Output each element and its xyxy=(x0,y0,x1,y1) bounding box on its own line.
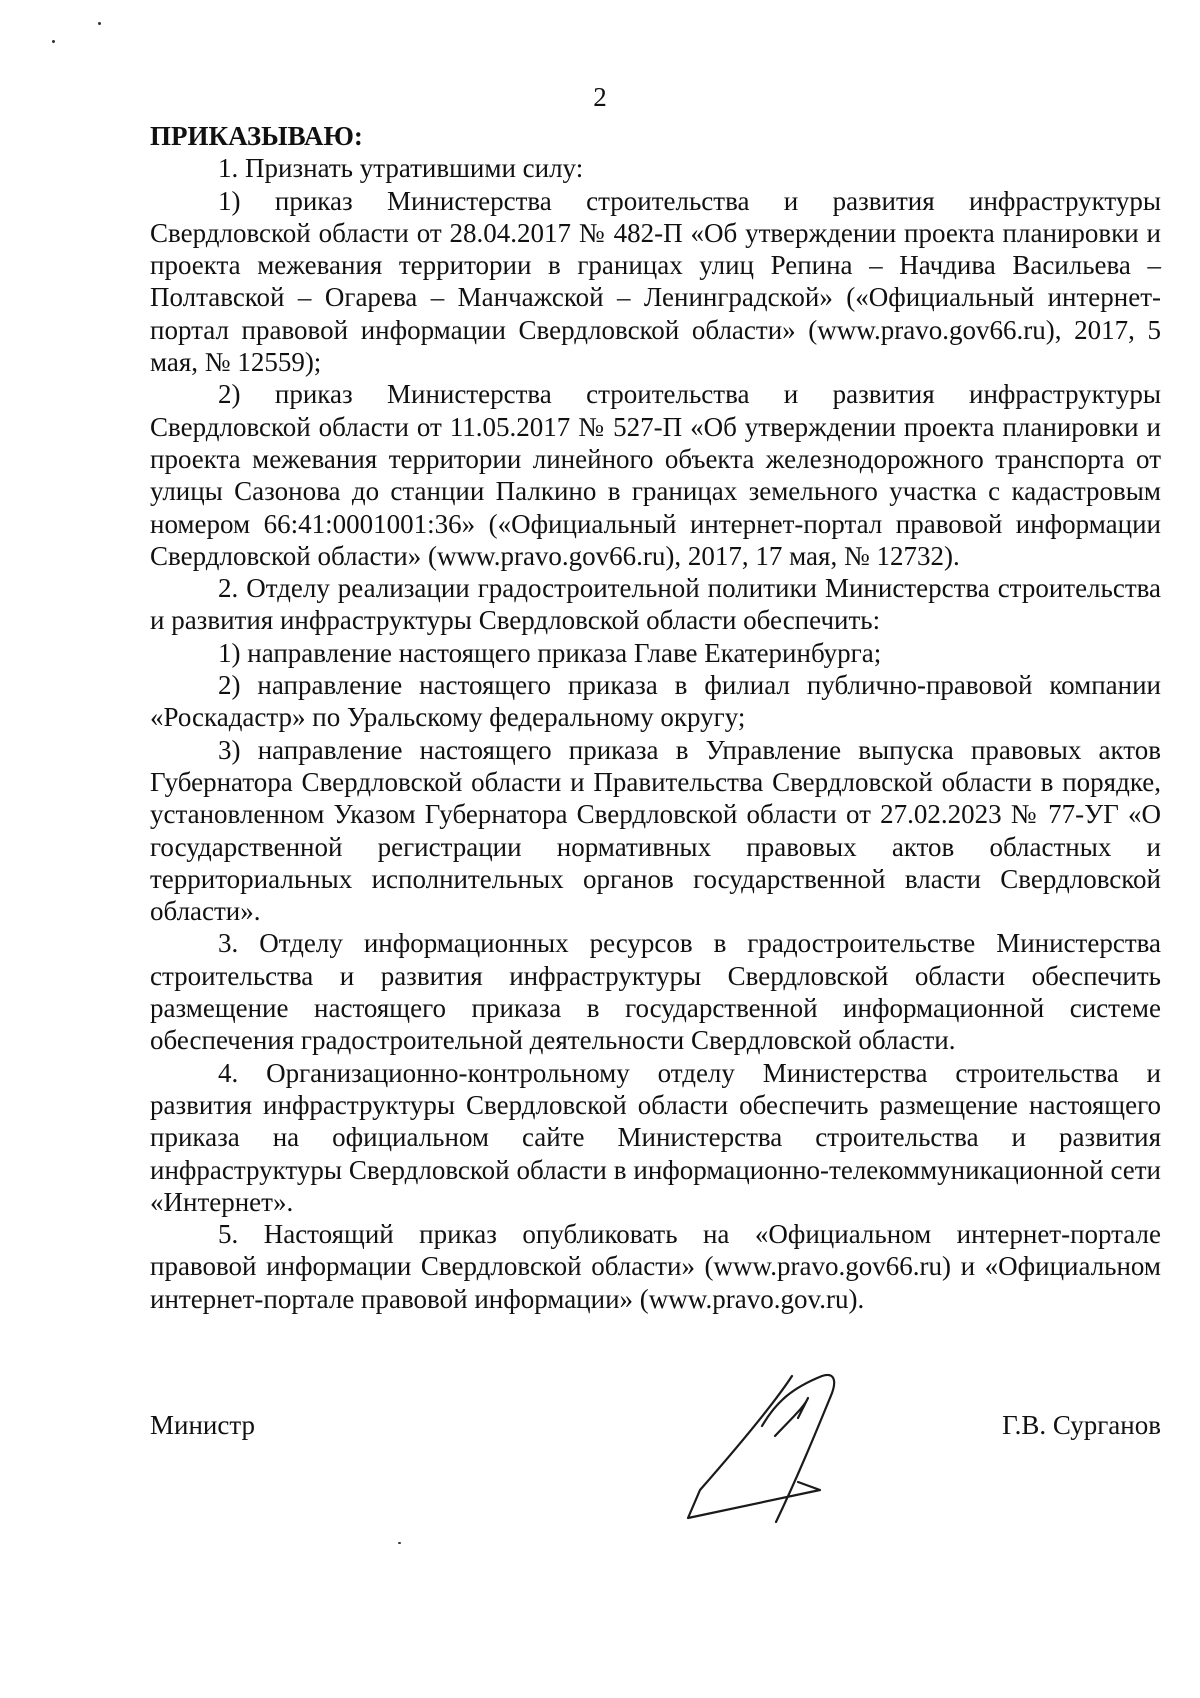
paragraph-1: 1. Признать утратившими силу: xyxy=(218,153,584,184)
scan-speck xyxy=(98,22,101,25)
paragraph-2-3: 3) направление настоящего приказа в Управление выпуска правовых актов Губернатора Свердловской области и Правительства Свердловской области в порядке, установленном Указом Губернатора Свердловской области от 27.02.2023 № 77-УГ «О государственной регистрации нормативных правовых актов областных и территориальных исполнительных органов государственной власти Свердловской области». xyxy=(150,734,1161,927)
paragraph-2: 2. Отделу реализации градостроительной политики Министерства строительства и развития инфраструктуры Свердловской области обеспечить: xyxy=(150,573,1161,636)
paragraph-1-2: 2) приказ Министерства строительства и развития инфраструктуры Свердловской области от 11.05.2017 № 527-П «Об утверждении проекта планировки и проекта межевания территории линейного объекта железнодорожного транспорта от улицы Сазонова до станции Палкино в границах земельного участка с кадастровым номером 66:41:0001001:36» («Официальный интернет-портал правовой информации Свердловской области» (www.pravo.gov66.ru), 2017, 17 мая, № 12732). xyxy=(150,379,1161,571)
order-heading: ПРИКАЗЫВАЮ: xyxy=(150,121,363,151)
signatory-title: Министр xyxy=(150,1410,255,1440)
scan-speck xyxy=(398,1542,401,1544)
signature-block xyxy=(150,1408,1161,1448)
page-number: 2 xyxy=(593,82,607,112)
scan-speck xyxy=(52,40,55,43)
document-body xyxy=(150,120,1161,1315)
paragraph-5: 5. Настоящий приказ опубликовать на «Официальном интернет-портале правовой информации Свердловской области» (www.pravo.gov66.ru) и «Официальном интернет-портале правовой информации» (www.pravo.gov.ru). xyxy=(150,1219,1161,1314)
paragraph-4: 4. Организационно-контрольному отделу Министерства строительства и развития инфраструктуры Свердловской области обеспечить размещение настоящего приказа на официальном сайте Министерства строительства и развития инфраструктуры Свердловской области в информационно-телекоммуникационной сети «Интернет». xyxy=(150,1057,1161,1217)
signatory-name: Г.В. Сурганов xyxy=(1002,1410,1161,1440)
paragraph-1-1: 1) приказ Министерства строительства и развития инфраструктуры Свердловской области от 28.04.2017 № 482-П «Об утверждении проекта планировки и проекта межевания территории в границах улиц Репина – Начдива Васильева – Полтавской – Огарева – Манчажской – Ленинградской» («Официальный интернет-портал правовой информации Свердловской области» (www.pravo.gov66.ru), 2017, 5 мая, № 12559); xyxy=(150,185,1161,378)
paragraph-2-2: 2) направление настоящего приказа в филиал публично-правовой компании «Роскадастр» по Уральскому федеральному округу; xyxy=(150,670,1161,733)
paragraph-2-1: 1) направление настоящего приказа Главе Екатеринбурга; xyxy=(218,637,882,668)
paragraph-3: 3. Отделу информационных ресурсов в градостроительстве Министерства строительства и развития инфраструктуры Свердловской области обеспечить размещение настоящего приказа в государственной информационной системе обеспечения градостроительной деятельности Свердловской области. xyxy=(150,928,1161,1056)
